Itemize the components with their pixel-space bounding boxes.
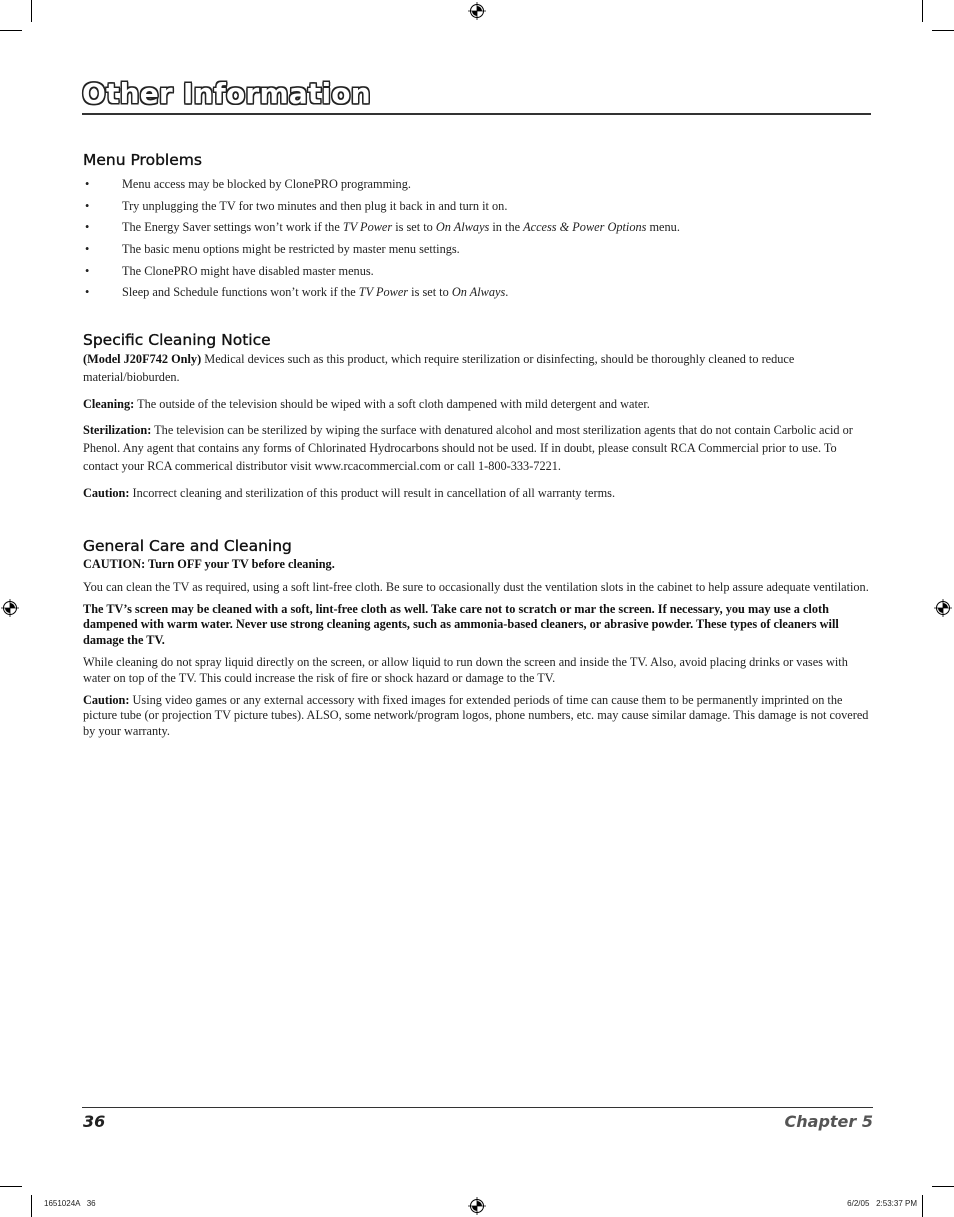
chapter-label: Chapter 5 <box>784 1112 873 1131</box>
list-item: • The ClonePRO might have disabled master menus. <box>85 263 374 278</box>
burn-in-caution-paragraph: Caution: Using video games or any external accessory with fixed images for extended periods of time can cause them to be permanently imprinted on the picture tube (or projection TV picture tubes). ALSO, some network/program logos, phone numbers, etc. may cause similar damage. This damage is not covered by your warranty. <box>83 692 869 739</box>
bullet-icon: • <box>85 263 90 278</box>
page-title: Other Information <box>82 77 371 110</box>
section-heading-menu-problems: Menu Problems <box>83 151 202 169</box>
crop-mark-top-left-h <box>0 30 22 31</box>
print-slug-left: 1651024A 36 <box>44 1199 96 1208</box>
bullet-icon: • <box>85 198 90 213</box>
spray-warning-paragraph: While cleaning do not spray liquid directly on the screen, or allow liquid to run down the screen and inside the TV. Also, avoid placing drinks or vases with water on top of the TV. This could increase the risk of fire or shock hazard or damage to the TV. <box>83 654 848 685</box>
cleaning-paragraph: Cleaning: The outside of the television should be wiped with a soft cloth dampened with mild detergent and water. <box>83 396 650 411</box>
crop-mark-bottom-right-h <box>932 1186 954 1187</box>
menu-problems-section <box>83 150 870 307</box>
list-item: • Try unplugging the TV for two minutes and then plug it back in and turn it on. <box>85 198 508 213</box>
print-slug-right: 6/2/05 2:53:37 PM <box>847 1199 917 1208</box>
crop-mark-top-right-v <box>922 0 923 22</box>
bullet-icon: • <box>85 285 90 300</box>
registration-mark-icon <box>468 1197 486 1215</box>
section-heading-cleaning-notice: Specific Cleaning Notice <box>83 331 271 349</box>
crop-mark-top-left-v <box>31 0 32 22</box>
cleaning-notice-section <box>83 330 870 503</box>
screen-care-paragraph: The TV’s screen may be cleaned with a soft, lint-free cloth as well. Take care not to scratch or mar the screen. If necessary, you may use a cloth dampened with warm water. Never use strong cleaning agents, such as ammonia-based cleaners, or abrasive powder. These types of cleaners will damage the TV. <box>83 601 839 648</box>
list-item: • Menu access may be blocked by ClonePRO programming. <box>85 177 411 191</box>
page-number: 36 <box>83 1112 106 1131</box>
title-divider <box>82 113 871 115</box>
caution-paragraph: Caution: Incorrect cleaning and sterilization of this product will result in cancellation of all warranty terms. <box>83 485 616 500</box>
menu-problems-list <box>83 177 870 300</box>
section-heading-general-care: General Care and Cleaning <box>83 537 292 555</box>
crop-mark-bottom-left-h <box>0 1186 22 1187</box>
list-item: • Sleep and Schedule functions won’t work if the TV Power is set to On Always. <box>85 285 509 300</box>
crop-mark-bottom-right-v <box>922 1195 923 1217</box>
bullet-icon: • <box>85 220 90 235</box>
bullet-icon: • <box>85 177 90 191</box>
list-item: • The basic menu options might be restricted by master menu settings. <box>85 242 460 257</box>
bullet-icon: • <box>85 242 90 257</box>
sterilization-paragraph: Sterilization: The television can be sterilized by wiping the surface with denatured alcohol and most sterilization agents that do not contain Carbolic acid or Phenol. Any agent that contains any forms of Chlorinated Hydrocarbons should not be used. If in doubt, please consult RCA Commercial prior to use. To contact your RCA commerical distributor visit www.rcacommercial.com or call 1-800-333-7221. <box>83 423 853 473</box>
caution-line: CAUTION: Turn OFF your TV before cleaning. <box>83 557 335 571</box>
model-note-paragraph: (Model J20F742 Only) Medical devices such as this product, which require sterilization or disinfecting, should be thoroughly cleaned to reduce material/bioburden. <box>83 352 795 384</box>
list-item: • The Energy Saver settings won’t work if the TV Power is set to On Always in the Access & Power Options menu. <box>85 220 680 235</box>
registration-mark-icon <box>934 599 952 617</box>
general-care-section <box>83 536 870 740</box>
footer-divider <box>82 1107 873 1108</box>
crop-mark-bottom-left-v <box>31 1195 32 1217</box>
general-care-paragraph: You can clean the TV as required, using a soft lint-free cloth. Be sure to occasionally dust the ventilation slots in the cabinet to help assure adequate ventilation. <box>83 579 869 594</box>
registration-mark-icon <box>468 2 486 20</box>
registration-mark-icon <box>1 599 19 617</box>
crop-mark-top-right-h <box>932 30 954 31</box>
